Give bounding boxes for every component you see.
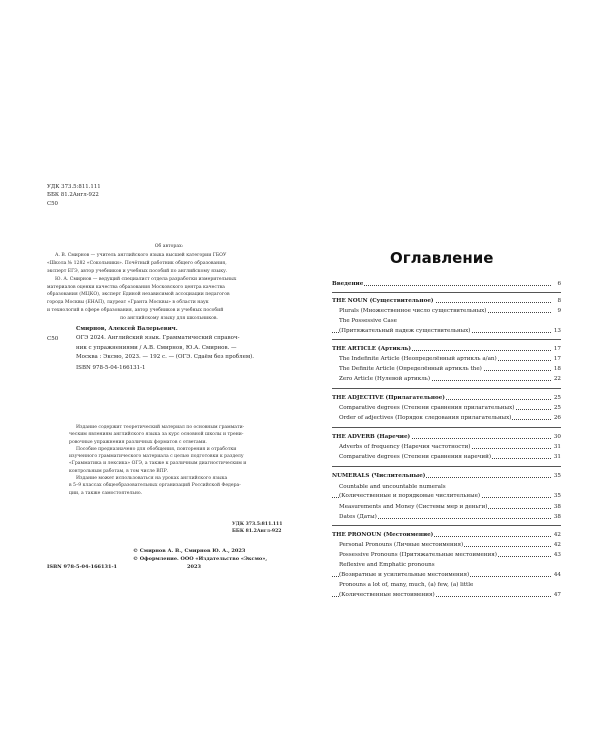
copyright-line: 2023 (187, 563, 201, 570)
toc-entry (332, 413, 561, 423)
author-bio-line: Ю. А. Смирнов — ведущий специалист отдела разработки измерительных (55, 276, 237, 282)
record-line: Москва : Эксмо, 2023. — 192 с. — (ОГЭ. Сдаём без проблем). (76, 353, 255, 360)
toc-page-number: 35 (553, 493, 561, 499)
section-rule (332, 427, 561, 428)
udk-line: УДК 373.5:811.111 (47, 184, 101, 190)
toc-entry (332, 306, 561, 316)
annotation-line: ции, а также самостоятельно. (69, 490, 143, 496)
toc-entry-title: Comparative degrees (Степени сравнения прилагательных) (339, 405, 515, 411)
toc-page-number: 17 (553, 356, 561, 362)
record-author: Смирнов, Алексей Валерьевич. (76, 326, 178, 332)
bbk-bottom-line: ББК 81.2Англ-922 (232, 529, 282, 535)
toc-page-number: 22 (553, 376, 561, 382)
toc-entry (332, 326, 561, 336)
toc-page-number: 18 (553, 366, 561, 372)
toc-entry-title: Order of adjectives (Порядок следования прилагательных) (339, 415, 512, 421)
author-bio-line: «Школа № 1282 «Сокольники». Почётный работник общего образования, (47, 260, 227, 266)
author-bio-line: образования (МЦКО), эксперт Единой независимой ассоциации педагогов (47, 292, 230, 298)
author-bio-line: города Москвы (ЕНАП), лауреат «Гранта Москвы» в области наук (47, 300, 209, 306)
toc-entry-title: Plurals (Множественное число существительных) (339, 308, 487, 314)
record-code: С50 (47, 336, 59, 342)
annotation-line: Издание может использоваться на уроках английского языка (76, 476, 228, 482)
toc-title: Оглавление (390, 249, 494, 267)
author-bio-line: эксперт ЕГЭ, автор учебников и учебных пособий по английскому языку. (47, 268, 228, 274)
udk-bottom-line: УДК 373.5:811.111 (232, 522, 283, 527)
section-rule (332, 466, 561, 467)
annotation-line: ческим явлениям английского языка за курс основной школы и трени- (69, 432, 244, 438)
toc-page-number: 25 (553, 405, 561, 411)
section-rule (332, 388, 561, 389)
toc-entry (332, 403, 561, 413)
toc-page-number: 38 (553, 504, 561, 510)
toc-entry-title: (Возвратные и усилительные местоимения) (339, 572, 470, 578)
toc-entry (332, 364, 561, 374)
toc-entry (332, 560, 561, 570)
toc-entry (332, 354, 561, 364)
toc-page-number: 42 (553, 532, 561, 538)
record-body (76, 325, 298, 373)
annotation-line: контрольным работам, в том числе ВПР. (69, 468, 169, 474)
toc-page-number: 6 (557, 281, 561, 287)
toc-section (332, 296, 561, 306)
about-authors (47, 243, 291, 323)
toc-entry (332, 452, 561, 462)
copyright-line: © Оформление. ООО «Издательство «Эксмо», (133, 555, 268, 562)
toc-page-number: 43 (553, 552, 561, 558)
author-bio-line: материалов оценки качества образования Московского центра качества (47, 284, 225, 290)
annotation-line: «Грамматика и лексика» ОГЭ, а также к различным диагностическим и (69, 461, 247, 467)
toc-section (332, 344, 561, 354)
toc-page-number: 30 (553, 434, 561, 440)
isbn-bottom: ISBN 978-5-04-166131-1 (47, 564, 118, 570)
toc-dot-leader (332, 285, 551, 286)
record-line: ник с упражнениями / А.В. Смирнов, Ю.А. Смирнов. — (76, 344, 237, 351)
toc-section (332, 530, 561, 540)
toc-entry-title: (Притяжательный падеж существительных) (339, 328, 471, 334)
toc-page-number: 44 (553, 572, 561, 578)
toc-page-number: 31 (553, 454, 561, 460)
toc-entry-title: The Indefinite Article (Неопределённый артикль a/an) (339, 356, 497, 362)
author-bio-line: А. В. Смирнов — учитель английского языка высшей категории ГБОУ (55, 252, 227, 258)
toc-entry-title: THE ADJECTIVE (Прилагательное) (332, 395, 445, 401)
annotation (69, 424, 294, 497)
record-line: ОГЭ 2024. Английский язык. Грамматический справоч- (76, 335, 240, 342)
toc-entry (332, 316, 561, 326)
toc-entry-title: (Количественные и порядковые числительные) (339, 493, 481, 499)
udk-bottom (232, 521, 282, 536)
author-bio-line: по английскому языку для школьников. (120, 316, 218, 322)
toc-page-number: 42 (553, 542, 561, 548)
toc-entry-title: Zero Article (Нулевой артикль) (339, 376, 431, 382)
toc-section (332, 471, 561, 481)
toc-entry (332, 442, 561, 452)
toc-page-number: 38 (553, 514, 561, 520)
annotation-line: Издание содержит теоретический материал по основным граммати- (76, 425, 245, 430)
annotation-line: ровочные упражнения различных форматов с ответами. (69, 439, 207, 445)
toc-page-number: 13 (553, 328, 561, 334)
toc-entry-title: THE ADVERB (Наречие) (332, 434, 411, 440)
toc-entry-title: The Possessive Case (339, 318, 397, 324)
toc-section (332, 279, 561, 289)
copyright-block (133, 548, 293, 572)
toc-entry (332, 580, 561, 590)
copyright-line: © Смирнов А. В., Смирнов Ю. А., 2023 (133, 548, 246, 554)
toc-entry-title: Measurements and Money (Системы мер и деньги) (339, 504, 488, 510)
toc-entry-title: THE NOUN (Существительное) (332, 298, 434, 304)
author-mark: С50 (47, 200, 58, 207)
section-rule (332, 525, 561, 526)
bbk-line: ББК 81.2Англ-922 (47, 192, 99, 199)
toc-entry (332, 374, 561, 384)
toc-entry-title: Adverbs of frequency (Наречия частотности) (339, 444, 471, 450)
toc-entry (332, 491, 561, 501)
toc-entry-title: Введение (332, 281, 364, 287)
toc-page-number: 9 (557, 308, 561, 314)
toc-entry-title: Personal Pronouns (Личные местоимения) (339, 542, 464, 548)
section-rule (332, 292, 561, 293)
toc-page-number: 17 (553, 346, 561, 352)
toc-entry-title: THE PRONOUN (Местоимение) (332, 532, 434, 538)
annotation-line: Пособие предназначено для обобщения, повторения и отработки (76, 446, 237, 452)
toc-page-number: 26 (553, 415, 561, 421)
toc-entry-title: THE ARTICLE (Артикль) (332, 346, 412, 352)
toc-page-number: 35 (553, 473, 561, 479)
toc-entry-title: Countable and uncountable numerals (339, 484, 446, 490)
toc-entry-title: NUMERALS (Числительные) (332, 473, 426, 479)
toc-entry (332, 502, 561, 512)
toc-entry (332, 512, 561, 522)
toc-section (332, 432, 561, 442)
toc-entry-title: Pronouns a lot of, many, much, (a) few, (a) little (339, 582, 474, 588)
section-rule (332, 339, 561, 340)
toc-page-number: 47 (553, 592, 561, 598)
toc-entry (332, 570, 561, 580)
toc-entry-title: Comparative degrees (Степени сравнения наречий) (339, 454, 492, 460)
record-isbn: ISBN 978-5-04-166131-1 (76, 365, 146, 372)
toc-entry (332, 540, 561, 550)
toc-entry (332, 590, 561, 600)
annotation-line: изученного грамматического материала с целью подготовки к разделу (69, 454, 244, 460)
toc-page-number: 25 (553, 395, 561, 401)
toc-entry (332, 550, 561, 560)
udk-block (47, 183, 101, 208)
toc-entry-title: The Definite Article (Определённый артикль the) (339, 366, 482, 372)
author-bio-line: и технологий в сфере образования, автор учебников и учебных пособий (47, 308, 224, 314)
toc-page-number: 8 (557, 298, 561, 304)
annotation-line: в 5–9 классах общеобразовательных организаций Российской Федера- (69, 483, 241, 489)
toc-entry-title: Reflexive and Emphatic pronouns (339, 562, 435, 568)
toc-section (332, 393, 561, 403)
about-authors-heading: Об авторах: (154, 244, 184, 249)
toc-entry-title: Dates (Даты) (339, 514, 377, 520)
toc-entry-title: Possessive Pronouns (Притяжательные местоимения) (339, 552, 497, 558)
toc-page-number: 31 (553, 444, 561, 450)
toc-entry-title: (Количественные местоимения) (339, 592, 435, 598)
